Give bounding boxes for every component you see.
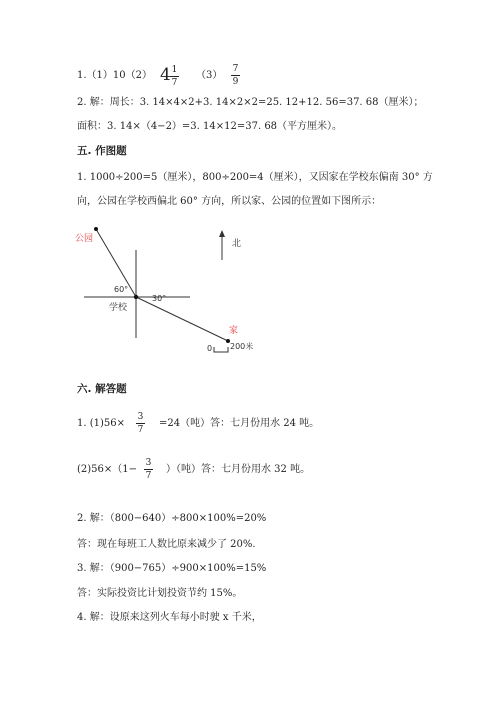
north-label: 北 <box>232 239 242 249</box>
line-school-to-home <box>136 297 228 341</box>
fraction-numerator: 3 <box>145 458 152 468</box>
mixed-number-fraction <box>170 65 179 88</box>
home-label: 家 <box>229 326 239 336</box>
q1b-fraction <box>144 458 153 481</box>
mixed-number-denominator: 7 <box>171 78 178 88</box>
q3-line2: 答：实际投资比计划投资节约 15%。 <box>77 588 243 599</box>
section5-line1: 1. 1000÷200=5（厘米），800÷200=4（厘米），又因家在学校东偏南 30° 方 <box>77 172 433 183</box>
scale-zero-label: 0 <box>207 344 213 353</box>
q2-line2: 答：现在每班工人数比原来减少了 20%. <box>77 539 256 550</box>
scale-bar <box>214 347 228 352</box>
school-point <box>134 295 138 299</box>
scale-label: 200米 <box>230 342 254 351</box>
answer-q2-line2: 面积：3. 14×（4−2）=3. 14×12=37. 68（平方厘米）。 <box>77 121 343 132</box>
fraction-numerator: 3 <box>137 412 144 422</box>
fraction-numerator: 7 <box>232 64 239 74</box>
q1a-prefix: 1. (1)56× <box>77 418 125 429</box>
q1a-suffix: =24（吨）答：七月份用水 24 吨。 <box>159 418 320 429</box>
section5-line2: 向，公园在学校西偏北 60° 方向，所以家、公园的位置如下图所示： <box>77 196 382 207</box>
park-point <box>94 227 98 231</box>
fraction-bar <box>170 76 179 77</box>
fraction-bar <box>144 469 153 470</box>
fraction-denominator: 7 <box>145 471 152 481</box>
answer-q1-part3-label: （3） <box>196 70 223 81</box>
park-label: 公园 <box>75 234 94 244</box>
section6-title: 六. 解答题 <box>77 383 127 395</box>
answer-q2-line1: 2. 解：周长：3. 14×4×2+3. 14×2×2=25. 12+12. 56=37. 68（厘米）； <box>77 97 424 108</box>
fraction-bar <box>231 75 240 76</box>
school-label: 学校 <box>109 303 128 313</box>
angle-60-label: 60° <box>114 285 129 294</box>
fraction-7-9 <box>231 64 240 87</box>
q4-line1: 4. 解：设原来这列火车每小时驶 x 千米， <box>77 612 262 623</box>
q1b-prefix: (2)56×（1− <box>77 464 138 475</box>
answer-q1-prefix: 1.（1）10（2） <box>77 70 152 81</box>
fraction-bar <box>136 423 145 424</box>
mixed-number-whole: 4 <box>160 65 171 85</box>
angle-30-label: 30° <box>152 294 167 303</box>
mixed-number-numerator: 1 <box>171 65 178 75</box>
q1b-suffix: ）（吨）答：七月份用水 32 吨。 <box>166 464 311 475</box>
fraction-denominator: 7 <box>137 425 144 435</box>
q2-line1: 2. 解：（800−640）÷800×100%=20% <box>77 513 267 524</box>
q1a-fraction <box>136 412 145 435</box>
north-arrow-icon <box>219 230 225 237</box>
q3-line1: 3. 解：（900−765）÷900×100%=15% <box>77 563 267 574</box>
section5-title: 五. 作图题 <box>77 145 127 157</box>
fraction-denominator: 9 <box>232 77 239 87</box>
location-diagram <box>0 220 500 390</box>
